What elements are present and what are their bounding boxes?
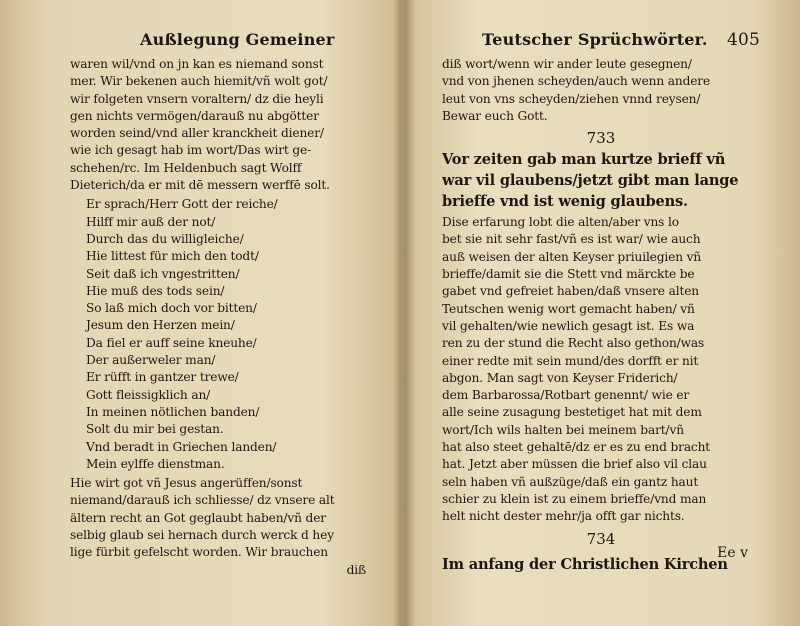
right-intro-block	[442, 56, 760, 125]
left-running-header	[70, 30, 382, 54]
text-line: schehen/rc. Im Heldenbuch sagt Wolff	[70, 160, 302, 175]
text-line: alle seine zusagung bestetiget hat mit dem	[442, 405, 702, 420]
proverb-number: 733	[586, 129, 616, 148]
text-line: gabet vnd gefreiet haben/daß vnsere alten	[442, 284, 699, 299]
verse-line: Hilff mir auß der not/	[86, 214, 216, 229]
text-line: hat. Jetzt aber müssen die brief also vil clau	[442, 457, 707, 472]
text-line: niemand/darauß ich schliesse/ dz vnsere alt	[70, 493, 335, 508]
verse-line: Mein eylffe dienstman.	[86, 456, 225, 471]
text-line: waren wil/vnd on jn kan es niemand sonst	[70, 57, 324, 71]
verse-line: Da fiel er auff seine kneuhe/	[86, 335, 257, 350]
verse-block	[70, 196, 382, 473]
verse-line: Durch das du willigleiche/	[86, 231, 244, 246]
text-line: dem Barbarossa/Rotbart genennt/ wie er	[442, 388, 690, 403]
left-text-block	[70, 56, 382, 194]
text-line: abgon. Man sagt von Keyser Friderich/	[442, 370, 678, 385]
text-line: schier zu klein ist zu einem brieffe/vnd man	[442, 491, 707, 506]
right-page	[412, 0, 800, 626]
verse-line: In meinen nötlichen banden/	[86, 404, 260, 419]
verse-line: So laß mich doch vor bitten/	[86, 301, 257, 316]
next-proverb-number: 734	[586, 529, 616, 548]
verse-line: Gott fleissigklich an/	[86, 387, 211, 402]
left-text-block-after	[70, 475, 382, 579]
verse-line: Hie muß des tods sein/	[86, 283, 225, 298]
text-line: Teutschen wenig wort gemacht haben/ vñ	[442, 301, 695, 316]
text-line: mer. Wir bekenen auch hiemit/vñ wolt got/	[70, 74, 328, 89]
text-line: Dieterich/da er mit dē messern werffē solt.	[70, 178, 330, 193]
text-line: einer redte mit sein mund/des dorfft er nit	[442, 353, 699, 368]
text-line: hat also steet gehaltē/dz er es zu end bracht	[442, 440, 711, 455]
text-line: gen nichts vermögen/darauß nu abgötter	[70, 108, 319, 123]
right-body-block	[442, 214, 760, 525]
right-running-header	[442, 30, 760, 54]
text-line: wort/Ich wils halten bei meinem bart/vñ	[442, 422, 684, 437]
text-line: auß weisen der alten Keyser priuilegien vñ	[442, 249, 702, 264]
text-line: bet sie nit sehr fast/vñ es ist war/ wie auch	[442, 232, 701, 247]
text-line: seln haben vñ außzüge/daß ein gantz haut	[442, 474, 699, 489]
verse-line: Solt du mir bei gestan.	[86, 422, 224, 437]
text-line: ältern recht an Got geglaubt haben/vñ der	[70, 510, 326, 525]
catchword: diß	[346, 562, 366, 577]
verse-line: Seit daß ich vngestritten/	[86, 266, 240, 281]
text-line: wir folgeten vnsern voraltern/ dz die heyli	[70, 91, 324, 106]
text-line: Hie wirt got vñ Jesus angerüffen/sonst	[70, 476, 303, 491]
text-line: vnd von jhenen scheyden/auch wenn andere	[442, 74, 711, 89]
text-line: vil gehalten/wie newlich gesagt ist. Es wa	[442, 318, 695, 333]
text-line: lige fürbit gefelscht worden. Wir brauchen	[70, 545, 328, 560]
text-line: wie ich gesagt hab im wort/Das wirt ge-	[70, 143, 312, 158]
proverb-line: Vor zeiten gab man kurtze brieff vñ	[442, 151, 726, 169]
verse-line: Er rüfft in gantzer trewe/	[86, 370, 239, 385]
text-line: helt nicht dester mehr/ja offt gar nichts.	[442, 509, 685, 524]
text-line: ren zu der stund die Recht also gethon/was	[442, 336, 705, 351]
verse-line: Vnd beradt in Griechen landen/	[86, 439, 277, 454]
verse-line: Er sprach/Herr Gott der reiche/	[86, 197, 278, 212]
proverb-line: brieffe vnd ist wenig glaubens.	[442, 193, 688, 211]
text-line: selbig glaub sei hernach durch werck d hey	[70, 528, 334, 543]
text-line: diß wort/wenn wir ander leute gesegnen/	[442, 57, 692, 71]
signature-mark: Ee v	[717, 545, 748, 561]
text-line: Dise erfarung lobt die alten/aber vns lo	[442, 215, 679, 230]
left-header-text: Außlegung Gemeiner	[140, 30, 335, 49]
right-header-text: Teutscher Sprüchwörter.	[482, 30, 708, 49]
proverb-line: war vil glaubens/jetzt gibt man lange	[442, 172, 739, 190]
page-number: 405	[726, 30, 760, 50]
proverb-heading	[442, 149, 760, 212]
text-line: Bewar euch Gott.	[442, 108, 548, 123]
text-line: brieffe/damit sie die Stett vnd märckte be	[442, 267, 695, 282]
next-proverb-heading: Im anfang der Christlichen Kirchen	[442, 555, 728, 573]
text-line: leut von vns scheyden/ziehen vnnd reysen/	[442, 91, 701, 106]
verse-line: Jesum den Herzen mein/	[86, 318, 235, 333]
text-line: worden seind/vnd aller kranckheit diener/	[70, 126, 324, 141]
verse-line: Der außerweler man/	[86, 353, 216, 368]
verse-line: Hie littest für mich den todt/	[86, 249, 259, 264]
